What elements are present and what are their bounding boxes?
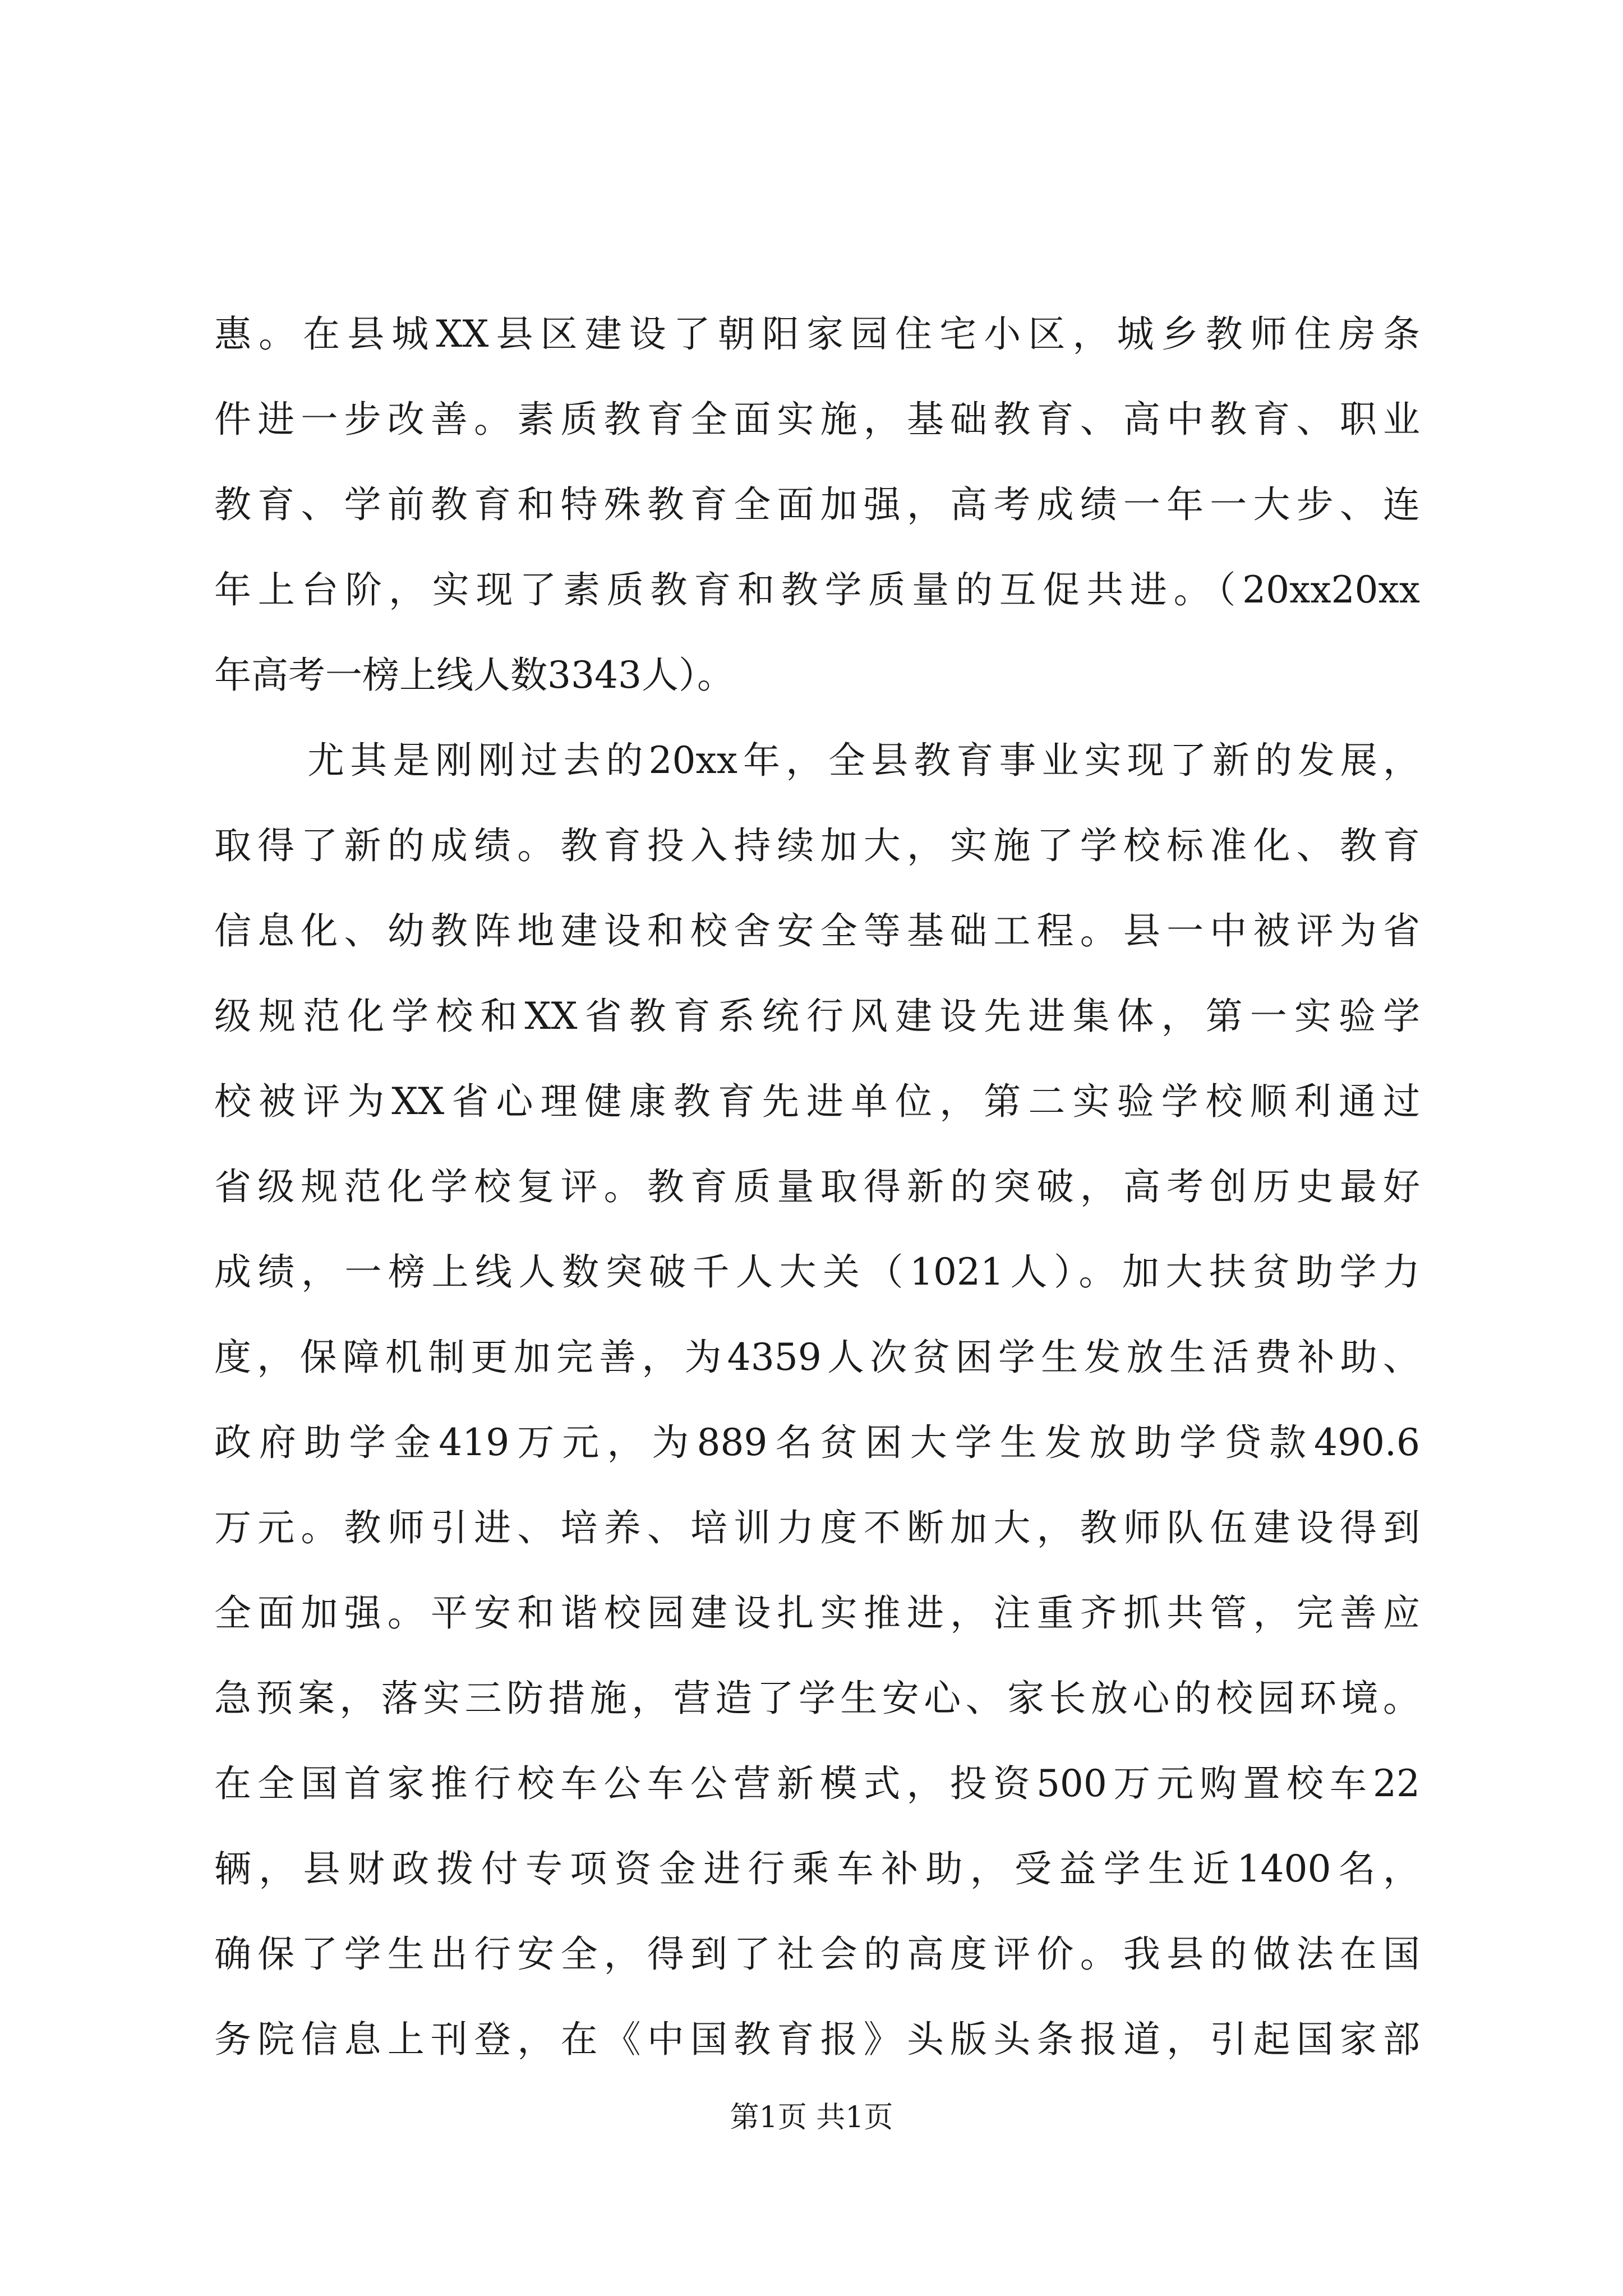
paragraph-1: [214, 292, 1420, 718]
text-line: 确保了学生出行安全，得到了社会的高度评价。我县的做法在国: [214, 1932, 1420, 1976]
text-line: 年高考一榜上线人数3343人）。: [214, 654, 734, 697]
text-line: 取得了新的成绩。教育投入持续加大，实施了学校标准化、教育: [214, 824, 1420, 867]
text-line: 在全国首家推行校车公车公营新模式，投资500万元购置校车22: [214, 1762, 1420, 1805]
text-line: 件进一步改善。素质教育全面实施，基础教育、高中教育、职业: [214, 398, 1420, 441]
text-line: 急预案，落实三防措施，营造了学生安心、家长放心的校园环境。: [214, 1677, 1420, 1720]
text-line: 成绩，一榜上线人数突破千人大关（1021人）。加大扶贫助学力: [214, 1250, 1420, 1294]
text-line: 度，保障机制更加完善，为4359人次贫困学生发放生活费补助、: [214, 1336, 1420, 1379]
paragraph-2: [214, 718, 1420, 2082]
text-line: 政府助学金419万元，为889名贫困大学生发放助学贷款490.6: [214, 1421, 1420, 1464]
document-body: [214, 292, 1420, 2082]
text-line: 省级规范化学校复评。教育质量取得新的突破，高考创历史最好: [214, 1165, 1420, 1208]
text-line: 务院信息上刊登，在《中国教育报》头版头条报道，引起国家部: [214, 2018, 1420, 2061]
text-line: 级规范化学校和XX省教育系统行风建设先进集体，第一实验学: [214, 995, 1420, 1038]
text-line: 万元。教师引进、培养、培训力度不断加大，教师队伍建设得到: [214, 1506, 1420, 1549]
text-line: 年上台阶，实现了素质教育和教学质量的互促共进。（20xx20xx: [214, 568, 1420, 611]
text-line: 教育、学前教育和特殊教育全面加强，高考成绩一年一大步、连: [214, 483, 1420, 526]
text-line: 校被评为XX省心理健康教育先进单位，第二实验学校顺利通过: [214, 1080, 1420, 1123]
text-line: 全面加强。平安和谐校园建设扎实推进，注重齐抓共管，完善应: [214, 1591, 1420, 1635]
page-number-label: 第1页 共1页: [730, 2101, 893, 2134]
page-footer: [0, 2098, 1623, 2137]
text-line: 信息化、幼教阵地建设和校舍安全等基础工程。县一中被评为省: [214, 909, 1420, 953]
text-line: 辆，县财政拨付专项资金进行乘车补助，受益学生近1400名，: [214, 1847, 1420, 1890]
text-line: 尤其是刚刚过去的20xx年，全县教育事业实现了新的发展，: [307, 739, 1420, 782]
text-line: 惠。在县城XX县区建设了朝阳家园住宅小区，城乡教师住房条: [214, 312, 1420, 356]
